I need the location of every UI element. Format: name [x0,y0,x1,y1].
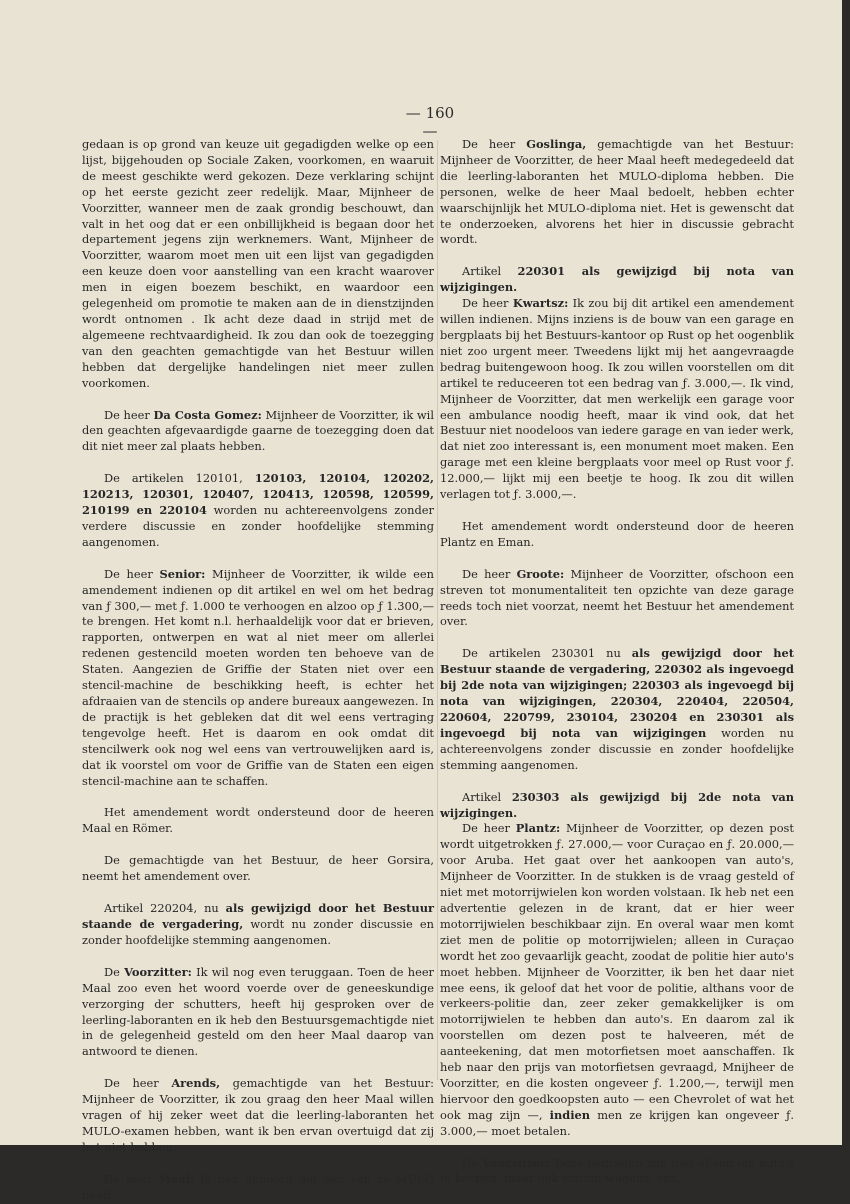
text-run: men ze krijgen kan ongeveer ƒ. 3.000,— moet betalen. [440,1107,794,1138]
bold-text: als gewijzigd door het Bestuur staande de vergadering, 220302 als ingevoegd bij 2de nota van wijzigingen; 220303 als ingevoegd bij nota van wijzigingen, 220304, 220404, 220504, 220604, 220799, 230104, 230204 en 230301 als ingevoegd bij nota van wijzigingen [440,646,794,740]
paragraph-r9 [440,1156,794,1188]
text-run: De heer [462,296,513,311]
paragraph-r1 [440,137,794,248]
bold-text: Goslinga, [526,137,587,151]
text-run: wordt nu zonder discussie en zonder hoofdelijke stemming aangenomen. [82,916,434,947]
text-run: Mijnheer de Voorzitter, ik wil den geachten afgevaardigde gaarne de toezegging doen dat dit niet meer zal plaats hebben. [82,407,434,454]
text-run: Het amendement wordt ondersteund door de heeren Maal en Römer. [82,805,434,836]
paragraph-l9 [82,1076,434,1156]
text-run: De heer [462,821,516,836]
paragraph-l4 [82,567,434,790]
bold-text: indien [549,1107,591,1122]
bold-text: Voorzitter: [124,964,192,979]
column-divider [437,140,438,1080]
paragraph-gap [82,392,434,408]
text-run: De heer [104,566,160,581]
text-run: De heer [462,566,517,581]
paragraph-l10 [82,1172,434,1204]
text-run: De heer [104,1171,159,1186]
paragraph-gap [82,1156,434,1172]
text-run: De [104,964,125,979]
paragraph-gap [82,551,434,567]
paragraph-gap [82,837,434,853]
text-run: Ik zou bij dit artikel een amendement willen indienen. Mijns inziens is de bouw van een garage en bergplaats bij het Bestuurs-kantoor op Rust op het oogenblik niet zoo urgent meer. Tweedens lijkt mij het aangevraagde bedrag buitengewoon hoog. Ik zou willen voorstellen om dit artikel te reduceeren tot een bedrag van ƒ. 3.000,—. Ik vind, Mijnheer de Voorzitter, dat men werkelijk een garage voor een ambulance noodig heeft, maar ik vind ook, dat het Bestuur niet noodeloos van iedere garage en van ieder werk, dat niet zoo interessant is, een monument moet maken. Een garage met een kleine bergplaats voor meel op Rust voor ƒ. 12.000,— lijkt mij een beetje te hoog. Ik zou dit willen verlagen tot ƒ. 3.000,—. [440,296,794,502]
bold-text: Kwartsz: [512,296,569,311]
paragraph-l1 [82,137,434,392]
paragraph-l5 [82,805,434,837]
bold-text: Arends, [171,1076,221,1091]
paragraph-gap [82,885,434,901]
bold-text: Plantz: [515,821,561,836]
text-run: Mijnheer de Voorzitter, op dezen post wordt uitgetrokken ƒ. 27.000,— voor Curaçao en ƒ. 20.000,— voor Aruba. Het gaat over het aankoopen van auto's, Mijnheer de Voorzitter. In de stukken is de vraag gesteld of niet met motorrijwielen kon worden volstaan. Ik heb net een advertentie gelezen in de krant, dat er hier weer motorrijwielen beschikbaar zijn. En overal waar men komt ziet men de politie op motorrijwielen; alleen in Curaçao wordt het zoo gevaarlijk geacht, zoodat de politie hier auto's moet hebben. Mijnheer de Voorzitter, ik ben het daar niet mee eens, ik geloof dat het voor de politie, althans voor de verkeers-politie dan, zeer zeker gemakkelijker is om motorrijwielen te hebben dan auto's. En daarom zal ik voorstellen om dezen post te halveeren, mét de aanteekening, dat men motorfietsen moet aanschaffen. Ik heb naar den prijs van motorfietsen gevraagd, Mnijheer de Voorzitter, en die kosten ongeveer ƒ. 1.200,—, terwijl men hiervoor den goedkoopsten auto — een Chevrolet of wat het ook mag zijn —, [440,821,794,1122]
text-run: Mijnheer de Voorzitter, ofschoon een streven tot monumentaliteit ten opzichte van deze garage reeds toch niet voorzat, neemt het Bestuur het amendement over. [440,566,794,629]
bold-text: Voorzitter: [482,1155,551,1170]
right-column [440,137,794,1187]
paragraph-l8 [82,965,434,1060]
text-run: Deze bedragen zijn niet alleen om auto's te koopen, maar ook station-wagens, enz. [440,1155,795,1186]
left-column [82,137,434,1204]
paragraph-gap [82,789,434,805]
bold-text: Senior: [159,566,206,581]
paragraph-r2 [440,264,794,296]
bold-text: 230303 als gewijzigd bij 2de nota van wijzigingen. [440,789,794,820]
text-run: Het amendement wordt ondersteund door de heeren Plantz en Eman. [440,518,794,549]
text-run: Artikel 220204, nu [104,901,226,916]
bold-text: als gewijzigd door het Bestuur staande de vergadering, [82,901,434,931]
paragraph-gap [440,248,794,264]
text-run: De heer [104,407,154,422]
text-run: Artikel [462,264,518,279]
paragraph-r3 [440,296,794,503]
bold-text: 220301 als gewijzigd bij nota van wijzigingen. [440,264,794,295]
text-run: gemachtigde van het Bestuur: Mijnheer de Voorzitter, de heer Maal heeft medegedeeld dat die leerling-laboranten het MULO-diploma hebben. Die personen, welke de heer Maal bedoelt, hebben echter waarschijnlijk het MULO-diploma niet. Het is gewenscht dat te onderzoeken, alvorens het hier in discussie gebracht wordt. [440,137,794,247]
paragraph-gap [440,551,794,567]
paragraph-gap [440,1140,794,1156]
bold-text: Da Costa Gomez: [153,407,262,422]
paragraph-l2 [82,408,434,456]
text-run: worden nu achtereenvolgens zonder verdere discussie en zonder hoofdelijke stemming aangenomen. [82,503,434,549]
paragraph-r8 [440,821,794,1139]
text-run: Artikel [462,789,512,804]
text-run: De gemachtigde van het Bestuur, de heer Gorsira, neemt het amendement over. [82,853,434,884]
paragraph-gap [82,949,434,965]
paragraph-l7 [82,901,434,949]
text-run: worden nu achtereenvolgens zonder discussie en zonder hoofdelijke stemming aangenomen. [440,725,795,772]
paragraph-gap [440,774,794,790]
bold-text: 120103, 120104, 120202, 120213, 120301, 120407, 120413, 120598, 120599, 210199 en 220104 [82,471,434,518]
paragraph-r5 [440,567,794,631]
text-run: gedaan is op grond van keuze uit gegadigden welke op een lijst, bijgehouden op Sociale Zaken, voorkomen, en waaruit de meest geschikte werd gekozen. Deze verklaring schijnt op het eerste gezicht zeer redelijk. Maar, Mijnheer de Voorzitter, wanneer men de zaak grondig beschouwt, dan valt in het oog dat er een onbillijkheid is begaan door het departement jegens zijn werknemers. Want, Mijnheer de Voorzitter, waarom moet men uit een lijst van gegadigden een keuze doen voor aanstelling van een kracht waarover men in eigen boezem beschikt, en waardoor een gelegenheid om promotie te maken aan de in dienstzijnden wordt ontnomen . Ik acht deze daad in strijd met de algemeene rechtvaardigheid. Ik zou dan ook de toezegging van den geachten gemachtigde van het Bestuur willen hebben dat dergelijke handelingen niet meer zullen voorkomen. [82,137,434,390]
text-run: Ik wil nog even teruggaan. Toen de heer Maal zoo even het woord voerde over de geneeskundige verzorging der schutters, heeft hij gesproken over de leerling-laboranten en ik heb den Bestuursgemachtigde niet in de gelegenheid gesteld om den heer Maal daarop van antwoord te dienen. [82,964,435,1059]
paragraph-l3 [82,471,434,551]
paragraph-r6 [440,646,794,773]
text-run: De heer [462,137,527,151]
paragraph-r7 [440,790,794,822]
text-run: gemachtigde van het Bestuur: Mijnheer de Voorzitter, ik zou graag den heer Maal willen vragen of hij zeker weet dat die leerling-laboranten het MULO-examen hebben, want ik ben ervan overtuigd dat zij het niet hebben. [82,1076,434,1154]
paragraph-gap [440,503,794,519]
text-run: De artikelen 230301 nu [462,646,632,661]
text-run: Mijnheer de Voorzitter, ik wilde een amendement indienen op dit artikel en wel om het bedrag van ƒ 300,— met ƒ. 1.000 te verhoogen en alzoo op ƒ 1.300,— te brengen. Het komt n.l. herhaaldelijk voor dat er brieven, rapporten, ontwerpen en wat al niet meer om allerlei redenen gestencild moeten worden ten behoeve van de Staten. Aangezien de Griffie der Staten niet over een stencil-machine de beschikking heeft, is echter het afdraaien van de stencils op andere bureaux aangewezen. In de practijk is het gebleken dat dit wel eens vertraging tengevolge heeft. Het is daarom en ook omdat dit stencilwerk ook nog wel eens van vertrouwelijken aard is, dat ik voorstel om voor de Griffie van de Staten een eigen stencil-machine aan te schaffen. [82,566,434,788]
text-run: De [462,1155,483,1170]
paragraph-r4 [440,519,794,551]
paragraph-gap [82,455,434,471]
bold-text: Groote: [516,566,565,581]
page-number: — 160 — [405,104,455,140]
text-run: De heer [104,1076,172,1091]
text-run: Ik heb gehoord dat een van ze MULO heeft. [82,1171,434,1202]
text-run: De artikelen 120101, [104,471,255,486]
paragraph-gap [82,1060,434,1076]
paragraph-gap [440,630,794,646]
paragraph-l6 [82,853,434,885]
bold-text: Maal: [158,1171,195,1186]
